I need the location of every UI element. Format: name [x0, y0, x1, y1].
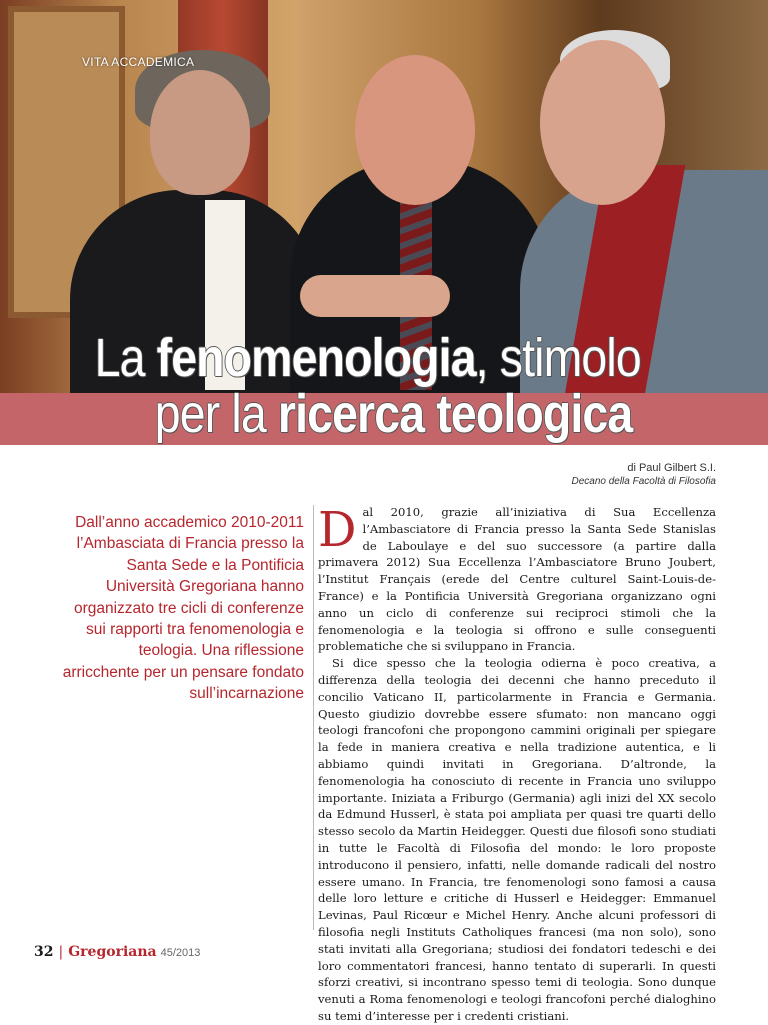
footer-separator: |: [58, 944, 64, 960]
section-label: VITA ACCADEMICA: [82, 55, 195, 69]
author-name: di Paul Gilbert S.I.: [627, 462, 716, 474]
article-body: [318, 504, 716, 1025]
article-title: La fenomenologia, stimolo per la ricerca teologica: [94, 328, 641, 444]
page-footer: [34, 944, 200, 960]
drop-cap: D: [318, 502, 357, 558]
paragraph: Si dice spesso che la teologia odierna è poco creativa, a differenza della teologia dei decenni che hanno preceduto il concilio Vaticano II, particolarmente in Francia e Germania. Questo giudizio dovrebbe essere sfumato: non mancano oggi teologi francofoni che propongono cammini originali per spiegare la fede in maniera creativa e nella tradizione autentica, e li abbiamo quindi invitati in Gregoriana. D’altronde, la fenomenologia ha conosciuto di recente in Francia uno sviluppo importante. Iniziata a Friburgo (Germania) agli inizi del XX secolo da Edmund Husserl, è stata poi ampliata per quasi tre quarti dello stesso secolo da Martin Heidegger. Questi due filosofi sono studiati in tutte le Facoltà di Filosofia del mondo: le loro proposte introducono il pensiero, infatti, nelle domande radicali del nostro essere umano. In Francia, tre fenomenologi sono famosi a causa delle loro letture e critiche di Husserl e Heidegger: Emmanuel Levinas, Paul Ricœur e Michel Henry. Anche alcuni professori di filosofia negli Instituts Catholiques francesi (ma non solo), sono stati invitati alla Gregoriana; studiosi dei fondatori tedeschi e dei loro commentatori francesi, hanno tentato di superarli. In questi sforzi creativi, si incontrano spesso temi di teologia. Sono dunque venuti a Roma fenomenologi e teologi francofoni perché dialoghino su temi d’interesse per i credenti cristiani.: [318, 656, 716, 1023]
column-divider: [313, 505, 314, 930]
author-role: Decano della Facoltà di Filosofia: [571, 476, 716, 487]
byline: [571, 462, 716, 487]
paragraph: Dal 2010, grazie all’iniziativa di Sua Eccellenza l’Ambasciatore di Francia presso la Santa Sede Stanislas de Laboulaye e del suo successore (a partire dalla primavera 2012) Sua Eccellenza l’Ambasciatore Bruno Joubert, l’Institut Français (erede del Centre culturel Saint-Louis-de-France) e la Pontificia Università Gregoriana organizzano ogni anno un ciclo di conferenze sui reciproci stimoli che la fenomenologia e la teologia si offrono e sulle conseguenti problematiche che si sviluppano in Francia.: [318, 502, 716, 654]
page-number: 32: [34, 944, 54, 960]
issue-number: 45/2013: [160, 947, 201, 959]
pull-quote: Dall’anno accademico 2010-2011 l’Ambasciata di Francia presso la Santa Sede e la Pontificia Università Gregoriana hanno organizzato tre cicli di conferenze sui rapporti tra fenomenologia e teologia. Una riflessione arricchente per un pensare fondato sull’incarnazione: [62, 514, 304, 703]
magazine-name: Gregoriana: [68, 944, 157, 960]
